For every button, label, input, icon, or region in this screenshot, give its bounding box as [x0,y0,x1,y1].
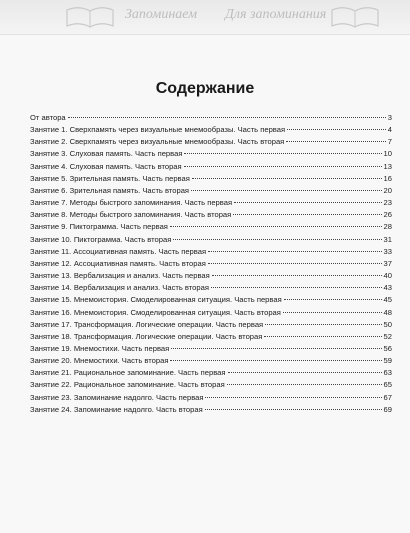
toc-entry-page: 3 [387,113,392,122]
dot-leader [171,348,381,349]
dot-leader [170,360,381,361]
toc-entry-title: Занятие 17. Трансформация. Логические операции. Часть первая [30,319,264,329]
toc-entry-page: 63 [383,368,392,378]
toc-entry [30,294,392,306]
toc-entry [30,404,392,416]
toc-entry [30,270,392,282]
dot-leader [170,226,382,227]
toc-entry [30,124,392,136]
dot-leader [212,275,382,276]
dot-leader [208,263,382,264]
toc-entry [30,112,392,124]
toc-entry-title: Занятие 16. Мнемоистория. Смоделированная ситуация. Часть вторая [30,307,281,317]
toc-entry-page: 28 [383,222,392,232]
dot-leader [284,299,382,300]
toc-entry-page: 16 [383,173,392,183]
dot-leader [287,129,386,130]
toc-entry-page: 37 [383,258,392,268]
toc-entry-title: Занятие 12. Ассоциативная память. Часть вторая [30,258,206,268]
toc-entry [30,173,392,185]
table-of-contents [30,112,392,416]
toc-entry [30,319,392,331]
toc-entry [30,136,392,148]
toc-entry [30,161,392,173]
dot-leader [68,117,386,118]
toc-entry-page: 40 [383,271,392,281]
toc-entry-title: Занятие 10. Пиктограмма. Часть вторая [30,234,172,244]
dot-leader [286,141,385,142]
toc-entry-page: 48 [383,307,392,317]
toc-entry [30,379,392,391]
toc-entry-title: Занятие 23. Запоминание надолго. Часть первая [30,392,204,402]
toc-entry-title: От автора [30,113,66,122]
dot-leader [205,409,382,410]
toc-entry-page: 31 [383,234,392,244]
toc-entry-title: Занятие 5. Зрительная память. Часть первая [30,173,190,183]
open-book-icon [65,2,115,30]
toc-entry-title: Занятие 20. Мнемостихи. Часть вторая [30,356,169,366]
dot-leader [228,372,382,373]
open-book-icon [330,2,380,30]
toc-entry [30,246,392,258]
dot-leader [265,324,381,325]
dot-leader [283,312,382,313]
toc-entry [30,282,392,294]
toc-entry-title: Занятие 15. Мнемоистория. Смоделированная ситуация. Часть первая [30,295,282,305]
toc-entry-page: 26 [383,210,392,220]
dot-leader [234,202,381,203]
toc-entry-title: Занятие 11. Ассоциативная память. Часть первая [30,246,207,256]
dot-leader [233,214,381,215]
toc-entry [30,307,392,319]
toc-entry-title: Занятие 14. Вербализация и анализ. Часть вторая [30,283,209,293]
toc-entry-page: 33 [383,246,392,256]
toc-entry-title: Занятие 21. Рациональное запоминание. Часть первая [30,368,226,378]
toc-entry-title: Занятие 22. Рациональное запоминание. Часть вторая [30,380,225,390]
toc-entry-title: Занятие 9. Пиктограмма. Часть первая [30,222,168,232]
dot-leader [184,153,381,154]
toc-entry-title: Занятие 24. Запоминание надолго. Часть вторая [30,404,203,414]
page-title: Содержание [155,80,255,97]
dot-leader [205,397,381,398]
toc-entry [30,392,392,404]
toc-entry [30,185,392,197]
dot-leader [264,336,381,337]
dot-leader [192,178,382,179]
toc-entry-title: Занятие 8. Методы быстрого запоминания. Часть вторая [30,210,232,220]
toc-entry [30,331,392,343]
toc-entry [30,209,392,221]
toc-entry [30,258,392,270]
toc-entry-title: Занятие 3. Слуховая память. Часть первая [30,149,183,159]
toc-entry-page: 67 [383,392,392,402]
toc-entry-page: 10 [383,149,392,159]
toc-entry-page: 69 [383,404,392,414]
toc-entry-title: Занятие 13. Вербализация и анализ. Часть первая [30,271,210,281]
dot-leader [211,287,382,288]
dot-leader [173,239,381,240]
page-header [0,0,410,35]
toc-entry-title: Занятие 18. Трансформация. Логические операции. Часть вторая [30,331,263,341]
toc-entry [30,221,392,233]
toc-entry-page: 59 [383,356,392,366]
toc-entry-page: 23 [383,198,392,208]
dot-leader [184,166,382,167]
toc-entry-page: 43 [383,283,392,293]
toc-entry [30,148,392,160]
toc-entry-title: Занятие 6. Зрительная память. Часть вторая [30,185,190,195]
toc-entry-title: Занятие 19. Мнемостихи. Часть первая [30,343,170,353]
toc-entry-title: Занятие 1. Сверхпамять через визуальные мнемообразы. Часть первая [30,125,286,135]
dot-leader [191,190,382,191]
toc-entry-page: 4 [387,125,392,135]
toc-entry-page: 7 [387,137,392,147]
header-left-text: Запоминаем [125,7,198,22]
toc-entry-title: Занятие 4. Слуховая память. Часть вторая [30,161,182,171]
toc-entry-title: Занятие 7. Методы быстрого запоминания. Часть первая [30,198,233,208]
toc-entry [30,234,392,246]
toc-entry-page: 65 [383,380,392,390]
toc-entry [30,355,392,367]
toc-entry [30,367,392,379]
dot-leader [208,251,381,252]
header-right-text: Для запоминания [225,7,327,22]
toc-entry-page: 56 [383,343,392,353]
toc-entry-page: 52 [383,331,392,341]
dot-leader [227,384,382,385]
toc-entry-page: 45 [383,295,392,305]
toc-entry-page: 20 [383,185,392,195]
toc-entry [30,343,392,355]
toc-entry-page: 50 [383,319,392,329]
toc-entry [30,197,392,209]
toc-entry-title: Занятие 2. Сверхпамять через визуальные мнемообразы. Часть вторая [30,137,285,147]
toc-entry-page: 13 [383,161,392,171]
